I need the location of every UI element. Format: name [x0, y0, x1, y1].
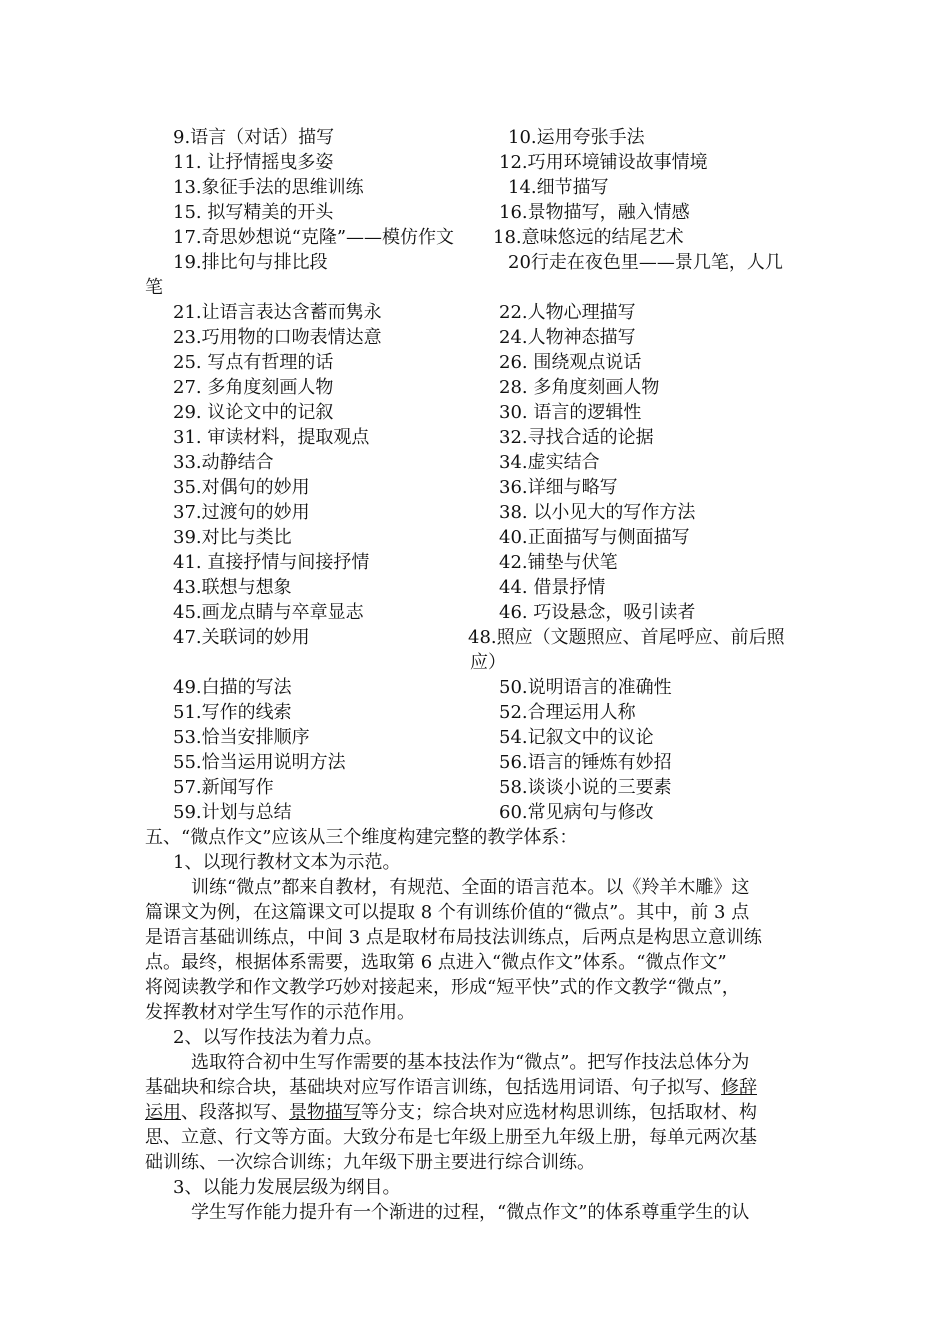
topic-item: 52.合理运用人称 — [499, 702, 636, 723]
topic-item: 53.恰当安排顺序 — [173, 727, 310, 748]
topic-item: 46. 巧设悬念，吸引读者 — [499, 602, 696, 623]
paragraph-line: 是语言基础训练点，中间 3 点是取材布局技法训练点，后两点是构思立意训练 — [145, 927, 762, 948]
topic-item: 42.铺垫与伏笔 — [499, 552, 618, 573]
topic-item: 24.人物神态描写 — [499, 327, 636, 348]
text-run: 基础块和综合块，基础块对应写作语言训练，包括选用词语、句子拟写、 — [145, 1077, 721, 1098]
topic-item: 9.语言（对话）描写 — [173, 127, 335, 148]
topic-item-continued: 笔 — [145, 277, 163, 298]
topic-item: 27. 多角度刻画人物 — [173, 377, 334, 398]
topic-item: 60.常见病句与修改 — [499, 802, 654, 823]
topic-item: 15. 拟写精美的开头 — [173, 202, 334, 223]
topic-item: 29. 议论文中的记叙 — [173, 402, 334, 423]
section-heading: 五、“微点作文”应该从三个维度构建完整的教学体系： — [145, 827, 578, 848]
topic-item: 21.让语言表达含蓄而隽永 — [173, 302, 382, 323]
topic-item: 47.关联词的妙用 — [173, 627, 310, 648]
topic-item: 58.谈谈小说的三要素 — [499, 777, 672, 798]
text-run: 、段落拟写、 — [181, 1102, 289, 1123]
underlined-term: 运用 — [145, 1102, 181, 1123]
topic-item: 38. 以小见大的写作方法 — [499, 502, 696, 523]
subsection-title: 2、以写作技法为着力点。 — [173, 1027, 383, 1048]
paragraph-line: 发挥教材对学生写作的示范作用。 — [145, 1002, 415, 1023]
paragraph-line: 训练“微点”都来自教材，有规范、全面的语言范本。以《羚羊木雕》这 — [191, 877, 750, 898]
topic-item: 35.对偶句的妙用 — [173, 477, 310, 498]
paragraph-line: 点。最终，根据体系需要，选取第 6 点进入“微点作文”体系。“微点作文” — [145, 952, 727, 973]
topic-item: 44. 借景抒情 — [499, 577, 606, 598]
paragraph-line: 础训练、一次综合训练；九年级下册主要进行综合训练。 — [145, 1152, 595, 1173]
topic-item: 25. 写点有哲理的话 — [173, 352, 334, 373]
topic-item: 18.意味悠远的结尾艺术 — [493, 227, 684, 248]
underlined-term: 修辞 — [721, 1077, 757, 1098]
topic-item: 10.运用夸张手法 — [508, 127, 645, 148]
topic-item: 55.恰当运用说明方法 — [173, 752, 346, 773]
topic-item: 13.象征手法的思维训练 — [173, 177, 364, 198]
topic-item: 33.动静结合 — [173, 452, 274, 473]
paragraph-line: 学生写作能力提升有一个渐进的过程，“微点作文”的体系尊重学生的认 — [191, 1202, 750, 1223]
topic-item: 26. 围绕观点说话 — [499, 352, 642, 373]
subsection-title: 1、以现行教材文本为示范。 — [173, 852, 401, 873]
topic-item: 23.巧用物的口吻表情达意 — [173, 327, 382, 348]
topic-item: 11. 让抒情摇曳多姿 — [173, 152, 334, 173]
topic-item: 43.联想与想象 — [173, 577, 292, 598]
topic-item: 57.新闻写作 — [173, 777, 274, 798]
topic-item: 39.对比与类比 — [173, 527, 292, 548]
underlined-term: 景物描写 — [289, 1102, 361, 1123]
paragraph-line: 选取符合初中生写作需要的基本技法作为“微点”。把写作技法总体分为 — [191, 1052, 750, 1073]
topic-item: 36.详细与略写 — [499, 477, 618, 498]
topic-item-continued: 应） — [470, 652, 506, 673]
topic-item: 59.计划与总结 — [173, 802, 292, 823]
topic-item: 45.画龙点睛与卒章显志 — [173, 602, 364, 623]
topic-item: 17.奇思妙想说“克隆”——模仿作文 — [173, 227, 455, 248]
paragraph-line: 将阅读教学和作文教学巧妙对接起来，形成“短平快”式的作文教学“微点”， — [145, 977, 740, 998]
topic-item: 12.巧用环境铺设故事情境 — [499, 152, 708, 173]
topic-item: 20行走在夜色里——景几笔，人几 — [508, 252, 783, 273]
paragraph-line: 篇课文为例，在这篇课文可以提取 8 个有训练价值的“微点”。其中，前 3 点 — [145, 902, 750, 923]
topic-item: 32.寻找合适的论据 — [499, 427, 654, 448]
paragraph-line — [145, 1101, 757, 1125]
topic-item: 50.说明语言的准确性 — [499, 677, 672, 698]
topic-item: 31. 审读材料，提取观点 — [173, 427, 370, 448]
topic-item: 56.语言的锤炼有妙招 — [499, 752, 672, 773]
subsection-title: 3、以能力发展层级为纲目。 — [173, 1177, 401, 1198]
topic-item: 19.排比句与排比段 — [173, 252, 328, 273]
topic-item: 54.记叙文中的议论 — [499, 727, 654, 748]
paragraph-line: 思、立意、行文等方面。大致分布是七年级上册至九年级上册，每单元两次基 — [145, 1127, 757, 1148]
topic-item: 34.虚实结合 — [499, 452, 600, 473]
topic-item: 48.照应（文题照应、首尾呼应、前后照 — [468, 627, 785, 648]
topic-item: 28. 多角度刻画人物 — [499, 377, 660, 398]
topic-item: 30. 语言的逻辑性 — [499, 402, 642, 423]
paragraph-line — [145, 1076, 757, 1100]
topic-item: 14.细节描写 — [508, 177, 609, 198]
topic-item: 49.白描的写法 — [173, 677, 292, 698]
topic-item: 41. 直接抒情与间接抒情 — [173, 552, 370, 573]
topic-item: 51.写作的线索 — [173, 702, 292, 723]
text-run: 等分支；综合块对应选材构思训练，包括取材、构 — [361, 1102, 757, 1123]
topic-item: 16.景物描写，融入情感 — [499, 202, 690, 223]
topic-item: 22.人物心理描写 — [499, 302, 636, 323]
topic-item: 37.过渡句的妙用 — [173, 502, 310, 523]
topic-item: 40.正面描写与侧面描写 — [499, 527, 690, 548]
